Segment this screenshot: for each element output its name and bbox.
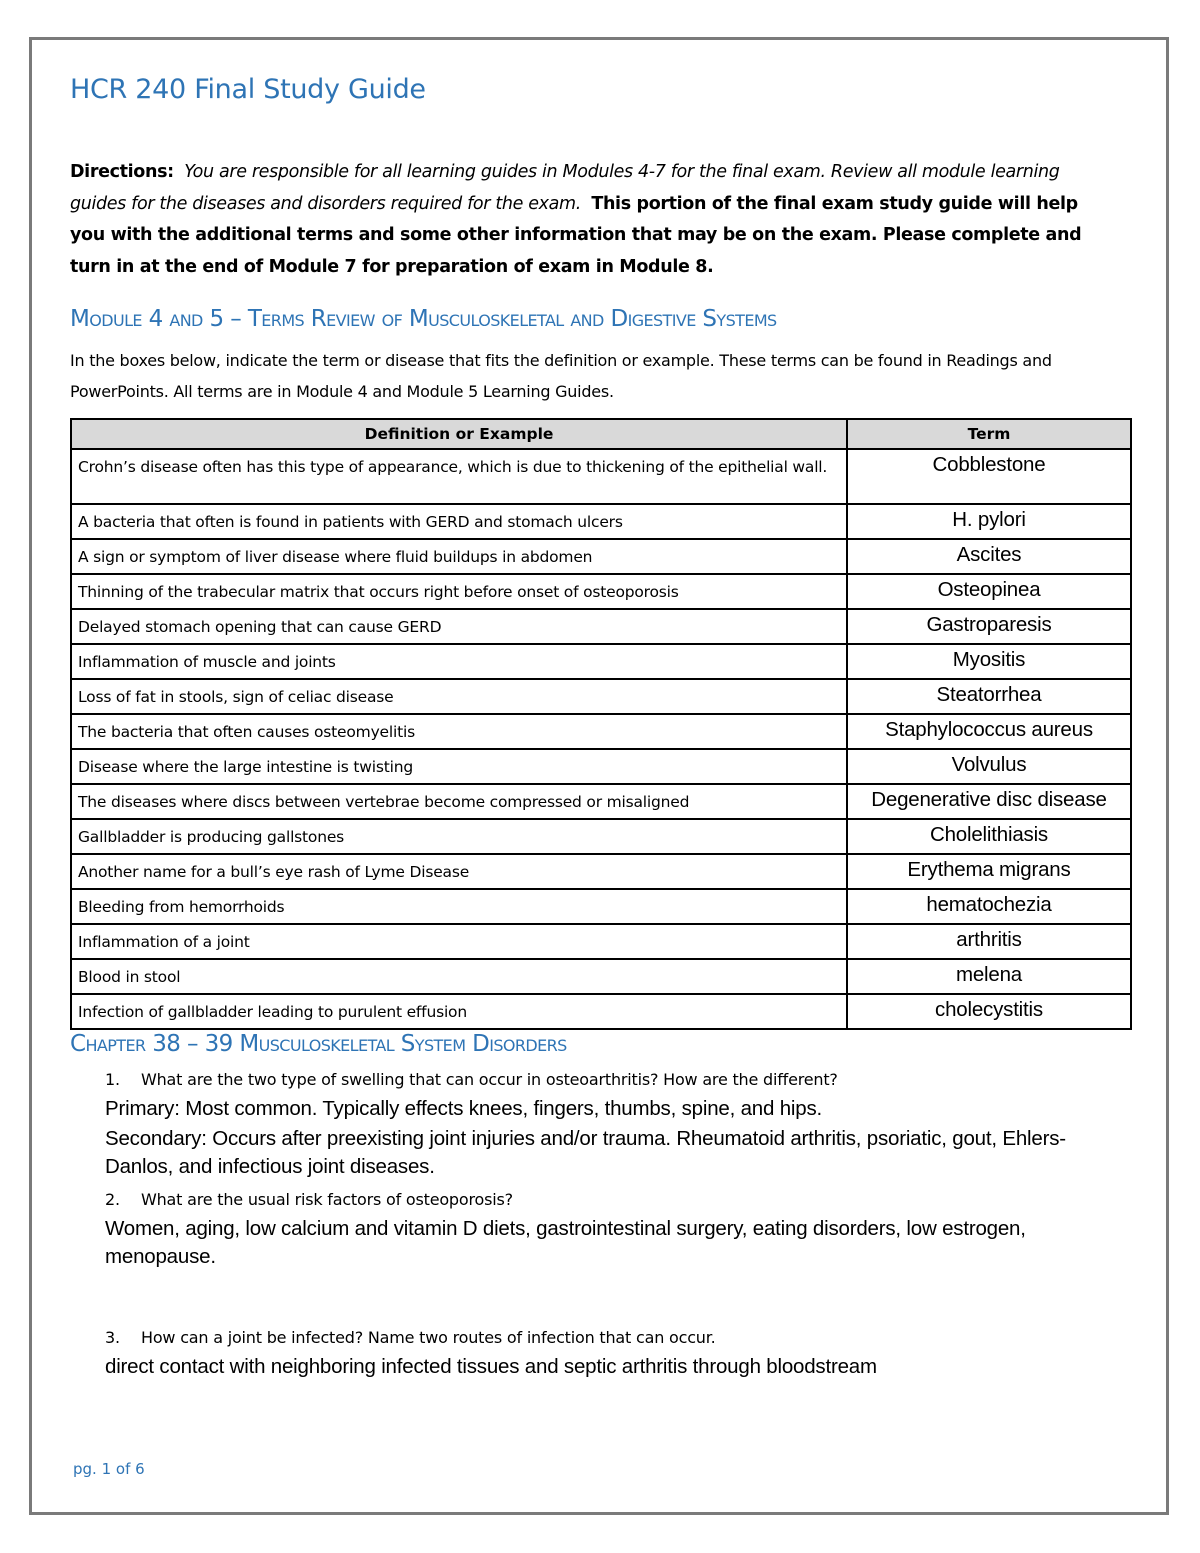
definition-cell: Another name for a bull’s eye rash of Lyme Disease: [71, 854, 847, 889]
question-number: 2.: [105, 1190, 120, 1209]
table-row: [71, 854, 1131, 889]
question-label: What are the usual risk factors of osteoporosis?: [141, 1190, 513, 1209]
term-cell: hematochezia: [847, 889, 1131, 924]
term-cell: Cobblestone: [847, 449, 1131, 504]
term-cell: Staphylococcus aureus: [847, 714, 1131, 749]
questions-list: [105, 1065, 1125, 1385]
question-text: [105, 1065, 1125, 1095]
section2-heading: Chapter 38 – 39 Musculoskeletal System Disorders: [70, 1031, 567, 1057]
answer-text: Secondary: Occurs after preexisting joint injuries and/or trauma. Rheumatoid arthritis, psoriatic, gout, Ehlers-Danlos, and infectious joint diseases.: [105, 1127, 1066, 1178]
definition-cell: Blood in stool: [71, 959, 847, 994]
table-row: [71, 644, 1131, 679]
table-row: [71, 449, 1131, 504]
question-text: [105, 1185, 1125, 1215]
definition-cell: A sign or symptom of liver disease where fluid buildups in abdomen: [71, 539, 847, 574]
definition-cell: Crohn’s disease often has this type of appearance, which is due to thickening of the epithelial wall.: [71, 449, 847, 504]
definition-cell: Inflammation of muscle and joints: [71, 644, 847, 679]
definition-cell: Gallbladder is producing gallstones: [71, 819, 847, 854]
definition-cell: Bleeding from hemorrhoids: [71, 889, 847, 924]
table-row: [71, 679, 1131, 714]
directions-label: Directions:: [70, 162, 174, 182]
terms-table-header: [71, 419, 1131, 449]
question-number: 3.: [105, 1328, 120, 1347]
definition-cell: Infection of gallbladder leading to purulent effusion: [71, 994, 847, 1029]
definition-cell: Disease where the large intestine is twisting: [71, 749, 847, 784]
table-row: [71, 924, 1131, 959]
term-cell: Cholelithiasis: [847, 819, 1131, 854]
terms-table: [70, 418, 1132, 1030]
definition-cell: The bacteria that often causes osteomyelitis: [71, 714, 847, 749]
table-row: [71, 819, 1131, 854]
header-definition: Definition or Example: [71, 419, 847, 449]
definition-cell: Delayed stomach opening that can cause GERD: [71, 609, 847, 644]
answer-text: direct contact with neighboring infected tissues and septic arthritis through bloodstream: [105, 1355, 877, 1378]
table-row: [71, 504, 1131, 539]
page-number: pg. 1 of 6: [73, 1460, 145, 1478]
definition-cell: A bacteria that often is found in patients with GERD and stomach ulcers: [71, 504, 847, 539]
definition-cell: The diseases where discs between vertebrae become compressed or misaligned: [71, 784, 847, 819]
table-row: [71, 784, 1131, 819]
answer-text: Primary: Most common. Typically effects knees, fingers, thumbs, spine, and hips.: [105, 1097, 822, 1120]
term-cell: melena: [847, 959, 1131, 994]
directions-italic: You are responsible for all learning guides in Modules 4-7 for the final exam. Review all module learning guides for the diseases and disorders required for the exam.: [70, 162, 1060, 214]
section1-intro: In the boxes below, indicate the term or disease that fits the definition or example. These terms can be found in Readings and PowerPoints. All terms are in Module 4 and Module 5 Learning Guides.: [70, 351, 1052, 401]
term-cell: Ascites: [847, 539, 1131, 574]
definition-cell: Thinning of the trabecular matrix that occurs right before onset of osteoporosis: [71, 574, 847, 609]
section1-heading: Module 4 and 5 – Terms Review of Musculoskeletal and Digestive Systems: [70, 306, 777, 332]
question-number: 1.: [105, 1070, 120, 1089]
term-cell: cholecystitis: [847, 994, 1131, 1029]
question-block: [105, 1323, 1125, 1381]
definition-cell: Loss of fat in stools, sign of celiac disease: [71, 679, 847, 714]
term-cell: arthritis: [847, 924, 1131, 959]
term-cell: Volvulus: [847, 749, 1131, 784]
header-term: Term: [847, 419, 1131, 449]
question-label: What are the two type of swelling that can occur in osteoarthritis? How are the different?: [141, 1070, 838, 1089]
question-label: How can a joint be infected? Name two routes of infection that can occur.: [141, 1328, 716, 1347]
question-block: [105, 1185, 1125, 1271]
term-cell: Degenerative disc disease: [847, 784, 1131, 819]
page-title: HCR 240 Final Study Guide: [70, 74, 426, 105]
term-cell: H. pylori: [847, 504, 1131, 539]
term-cell: Myositis: [847, 644, 1131, 679]
term-cell: Gastroparesis: [847, 609, 1131, 644]
directions: [70, 157, 1110, 283]
table-row: [71, 609, 1131, 644]
answer-text: Women, aging, low calcium and vitamin D diets, gastrointestinal surgery, eating disorders, low estrogen, menopause.: [105, 1217, 1026, 1268]
table-row: [71, 714, 1131, 749]
table-row: [71, 994, 1131, 1029]
term-cell: Steatorrhea: [847, 679, 1131, 714]
table-row: [71, 959, 1131, 994]
definition-cell: Inflammation of a joint: [71, 924, 847, 959]
table-row: [71, 889, 1131, 924]
directions-bold: This portion of the final exam study guide will help you with the additional terms and some other information that may be on the exam. Please complete and turn in at the end of Module 7 for preparation of exam in Module 8.: [70, 193, 1082, 277]
table-row: [71, 749, 1131, 784]
question-block: [105, 1065, 1125, 1181]
table-row: [71, 574, 1131, 609]
question-text: [105, 1323, 1125, 1353]
term-cell: Erythema migrans: [847, 854, 1131, 889]
table-row: [71, 539, 1131, 574]
term-cell: Osteopinea: [847, 574, 1131, 609]
